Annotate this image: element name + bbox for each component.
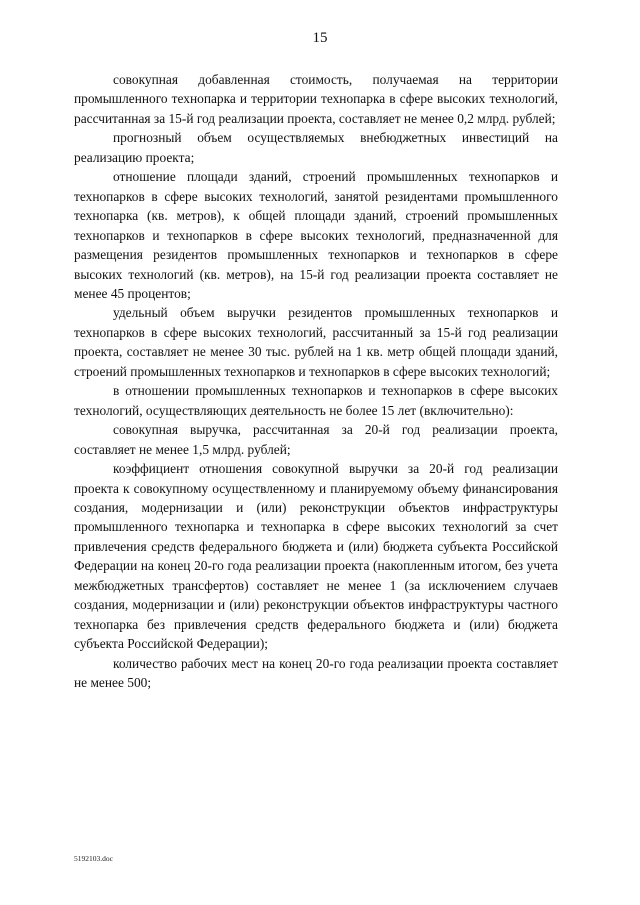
paragraph: удельный объем выручки резидентов промышленных технопарков и технопарков в сфере высоких технологий, рассчитанный за 15-й год реализации проекта, составляет не менее 30 тыс. рублей на 1 кв. метр общей площади зданий, строений промышленных технопарков и технопарков в сфере высоких технологий; <box>74 305 558 379</box>
footer-file-code: 5192103.doc <box>74 854 113 863</box>
paragraph: отношение площади зданий, строений промышленных технопарков и технопарков в сфере высоких технологий, занятой резидентами промышленного технопарка (кв. метров), к общей площади зданий, строений промышленных технопарков и технопарков в сфере высоких технологий, предназначенной для размещения резидентов промышленных технопарков и технопарков в сфере высоких технологий (кв. метров), на 15-й год реализации проекта составляет не менее 45 процентов; <box>74 169 558 301</box>
paragraph: совокупная добавленная стоимость, получаемая на территории промышленного технопарка и территории технопарка в сфере высоких технологий, рассчитанная за 15-й год реализации проекта, составляет не менее 0,2 млрд. рублей; <box>74 72 558 126</box>
paragraph: прогнозный объем осуществляемых внебюджетных инвестиций на реализацию проекта; <box>74 130 558 165</box>
paragraph: совокупная выручка, рассчитанная за 20-й год реализации проекта, составляет не менее 1,5 млрд. рублей; <box>74 422 558 457</box>
page-number: 15 <box>312 30 328 46</box>
paragraph: коэффициент отношения совокупной выручки за 20-й год реализации проекта к совокупному осуществленному и планируемому объему финансирования создания, модернизации и (или) реконструкции объектов инфраструктуры промышленного технопарка и технопарка в сфере высоких технологий за счет привлечения средств федерального бюджета и (или) бюджета субъекта Российской Федерации на конец 20-го года реализации проекта (накопленным итогом, без учета межбюджетных трансфертов) составляет не менее 1 (за исключением случаев создания, модернизации и (или) реконструкции объектов инфраструктуры частного технопарка без привлечения средств федерального бюджета и (или) бюджета субъекта Российской Федерации); <box>74 461 558 652</box>
document-body <box>74 70 558 693</box>
paragraph: в отношении промышленных технопарков и технопарков в сфере высоких технологий, осуществляющих деятельность не более 15 лет (включительно): <box>74 383 558 418</box>
paragraph: количество рабочих мест на конец 20-го года реализации проекта составляет не менее 500; <box>74 655 558 691</box>
